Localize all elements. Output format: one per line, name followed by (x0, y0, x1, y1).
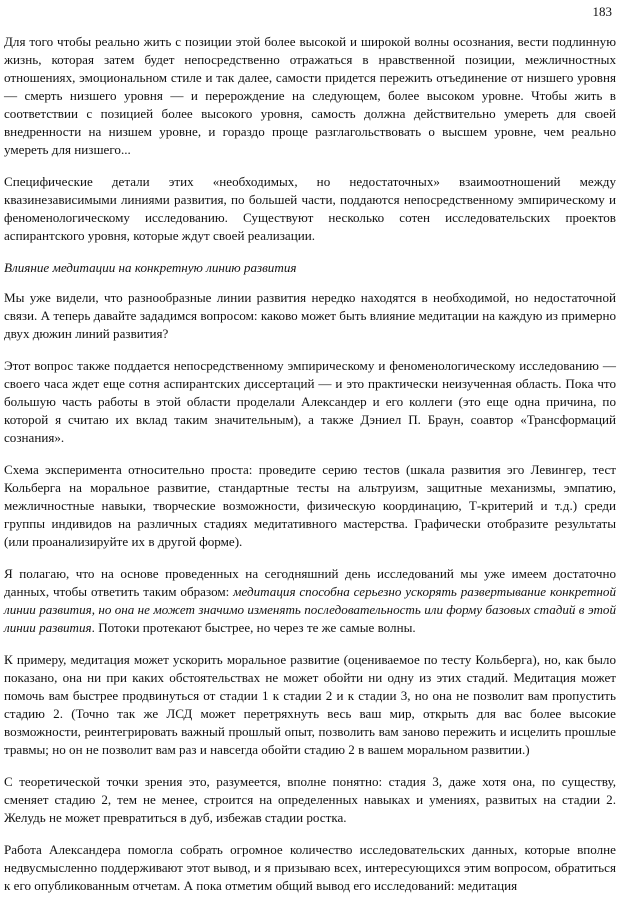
paragraph (4, 33, 616, 159)
text-run: Этот вопрос также поддается непосредственному эмпирическому и феноменологическому исследованию — своего часа ждет еще сотня аспирантских диссертаций — и это практически неизученная область. Пока что большую часть работы в этой области проделали Александер и его коллеги (это еще одна причина, по которой я считаю их вклад таким значительным), а также Дэниел П. Браун, соавтор «Трансформаций сознания». (4, 358, 616, 445)
paragraph (4, 173, 616, 245)
paragraph (4, 357, 616, 447)
text-run: С теоретической точки зрения это, разумеется, вполне понятно: стадия 3, даже хотя она, по существу, сменяет стадию 2, тем не менее, строится на определенных навыках и умениях, развитых на стадии 2. Желудь не может превратиться в дуб, избежав стадии ростка. (4, 774, 616, 825)
section-heading (4, 259, 616, 277)
paragraph (4, 841, 616, 895)
paragraph (4, 565, 616, 637)
paragraph (4, 773, 616, 827)
page-number: 183 (592, 4, 612, 19)
text-body (4, 33, 616, 909)
text-run: Специфические детали этих «необходимых, но недостаточных» взаимоотношений между квазинезависимыми линиями развития, по большей части, поддаются непосредственному эмпирическому и феноменологическому исследованию. Существуют несколько сотен исследовательских проектов аспирантского уровня, которые ждут своей реализации. (4, 174, 616, 243)
text-run: Для того чтобы реально жить с позиции этой более высокой и широкой волны осознания, вести подлинную жизнь, которая затем будет непосредственно отражаться в нравственной позиции, межличностных отношениях, эмоциональном стиле и так далее, самости придется пережить отъединение от низшего уровня — смерть низшего уровня — и перерождение на следующем, более высоком уровне. Чтобы жить в соответствии с позицией более высокого уровня, самость должна действительно умереть для своей внедренности на низшем уровне, и гораздо проще разглагольствовать о высшем уровне, чем реально умереть для низшего... (4, 34, 616, 157)
text-run: Схема эксперимента относительно проста: проведите серию тестов (шкала развития эго Левингер, тест Кольберга на моральное развитие, стандартные тесты на альтруизм, защитные механизмы, эмпатию, межличностные навыки, творческие возможности, физическую координацию, Т-критерий и т.д.) среди группы индивидов на различных стадиях медитативного мастерства. Графически отобразите результаты (или проанализируйте их в другой форме). (4, 462, 616, 549)
text-run: Влияние медитации на конкретную линию развития (4, 260, 297, 275)
text-run: Я полагаю, что на основе проведенных на сегодняшний день исследований мы уже имеем достаточно данных, чтобы ответить таким образом: (4, 566, 616, 599)
text-run: . Потоки протекают быстрее, но через те же самые волны. (91, 620, 416, 635)
text-run: Мы уже видели, что разнообразные линии развития нередко находятся в необходимой, но недостаточной связи. А теперь давайте зададимся вопросом: каково может быть влияние медитации на каждую из примерно двух дюжин линий развития? (4, 290, 616, 341)
paragraph (4, 461, 616, 551)
text-run: К примеру, медитация может ускорить моральное развитие (оцениваемое по тесту Кольберга), но, как было показано, она ни при каких обстоятельствах не может обойти ни одну из этих стадий. Медитация может помочь вам быстрее продвинуться от стадии 1 к стадии 2 и к стадии 3, но она не позволит вам пропустить стадию 2. (Точно так же ЛСД может перетряхнуть весь ваш мир, открыть для вас более высокие возможности, реинтегрировать важный прошлый опыт, позволить вам заново пережить и исцелить прошлые травмы; но он не позволит вам раз и навсегда обойти стадию 2 в вашем моральном развитии.) (4, 652, 616, 757)
paragraph (4, 651, 616, 759)
paragraph (4, 289, 616, 343)
text-run: Работа Александера помогла собрать огромное количество исследовательских данных, которые вполне недвусмысленно поддерживают этот вывод, и я призываю всех, интересующихся этим вопросом, обратиться к его опубликованным отчетам. А пока отметим общий вывод его исследований: медитация (4, 842, 616, 893)
emphasized-text: медитация способна серьезно ускорять развертывание конкретной линии развития, но она не может значимо изменять последовательность или форму базовых стадий в этой линии развития (4, 584, 616, 635)
